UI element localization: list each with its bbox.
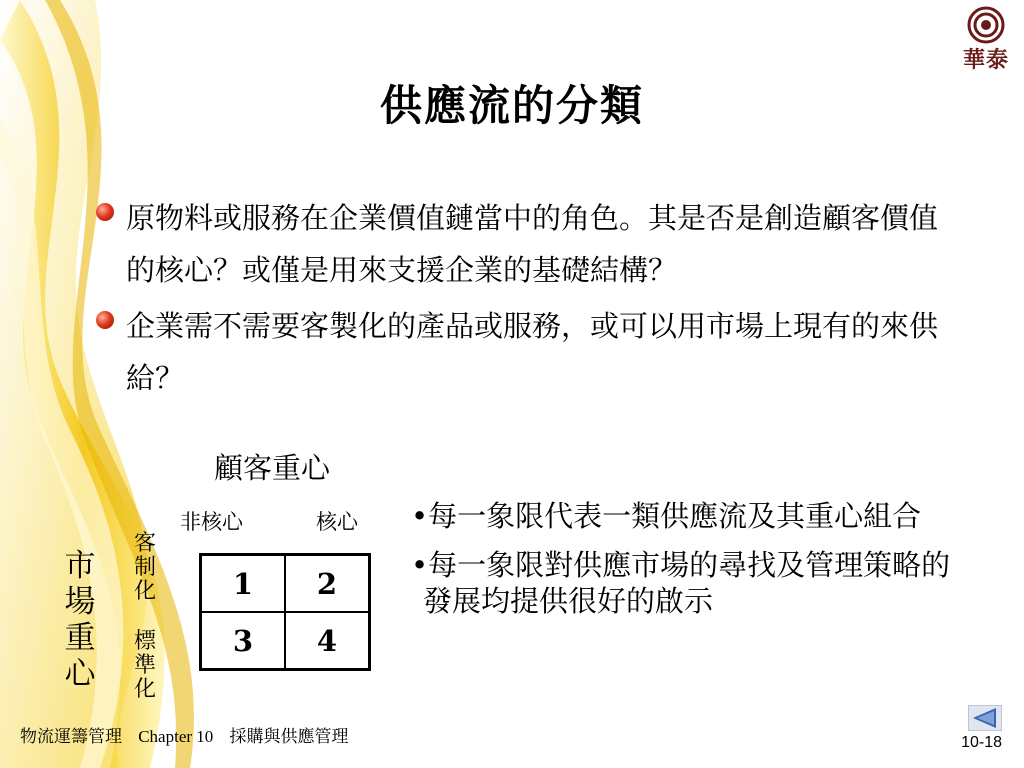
publisher-logo bbox=[958, 6, 1014, 72]
row-label-customized bbox=[132, 532, 158, 604]
red-sphere-bullet-icon bbox=[96, 311, 114, 329]
quadrant-cell: 4 bbox=[285, 612, 370, 670]
note-item: •每一象限代表一類供應流及其重心組合 bbox=[411, 499, 922, 533]
side-title-char: 場 bbox=[64, 584, 96, 620]
side-title-char: 心 bbox=[64, 656, 96, 692]
brand-name: 華泰 bbox=[962, 47, 1009, 73]
quadrant-cell: 2 bbox=[285, 555, 370, 613]
bullet-text: 企業需不需要客製化的產品或服務，或可以用市場上現有的來供給？ bbox=[126, 309, 939, 395]
row-label-char: 標 bbox=[133, 629, 156, 654]
footer bbox=[20, 726, 349, 748]
matrix-row bbox=[201, 555, 370, 613]
page-number: 10-18 bbox=[961, 734, 1002, 751]
note-item: •每一象限對供應市場的尋找及管理策略的發展均提供很好的啟示 bbox=[411, 548, 951, 618]
bullet-item bbox=[96, 192, 946, 296]
matrix-notes bbox=[411, 498, 951, 632]
row-label-char: 化 bbox=[133, 677, 156, 702]
column-label-noncore: 非核心 bbox=[180, 510, 243, 534]
column-label-core: 核心 bbox=[316, 510, 358, 534]
red-sphere-bullet-icon bbox=[96, 203, 114, 221]
side-title-char: 重 bbox=[64, 620, 96, 656]
ring-logo-icon bbox=[967, 6, 1005, 44]
footer-course: 物流運籌管理 bbox=[20, 727, 122, 747]
bullet-text: 原物料或服務在企業價值鏈當中的角色。其是否是創造顧客價值的核心？或僅是用來支援企業的基礎結構？ bbox=[126, 201, 939, 287]
footer-topic: 採購與供應管理 bbox=[229, 727, 349, 747]
row-label-char: 化 bbox=[133, 579, 156, 604]
matrix-side-title bbox=[64, 548, 96, 692]
row-label-char: 制 bbox=[133, 555, 156, 580]
quadrant-cell: 3 bbox=[201, 612, 286, 670]
quadrant-cell: 1 bbox=[201, 555, 286, 613]
row-label-standardized bbox=[132, 630, 158, 702]
bullet-item bbox=[96, 300, 946, 404]
back-arrow-icon[interactable] bbox=[968, 705, 1002, 731]
slide-title: 供應流的分類 bbox=[379, 81, 644, 130]
matrix-title: 顧客重心 bbox=[214, 451, 331, 485]
quadrant-matrix bbox=[199, 553, 371, 671]
bullet-list bbox=[96, 192, 946, 408]
matrix-row bbox=[201, 612, 370, 670]
row-label-char: 客 bbox=[133, 531, 156, 556]
side-title-char: 市 bbox=[64, 548, 96, 584]
row-label-char: 準 bbox=[133, 653, 156, 678]
footer-chapter: Chapter 10 bbox=[138, 727, 214, 746]
